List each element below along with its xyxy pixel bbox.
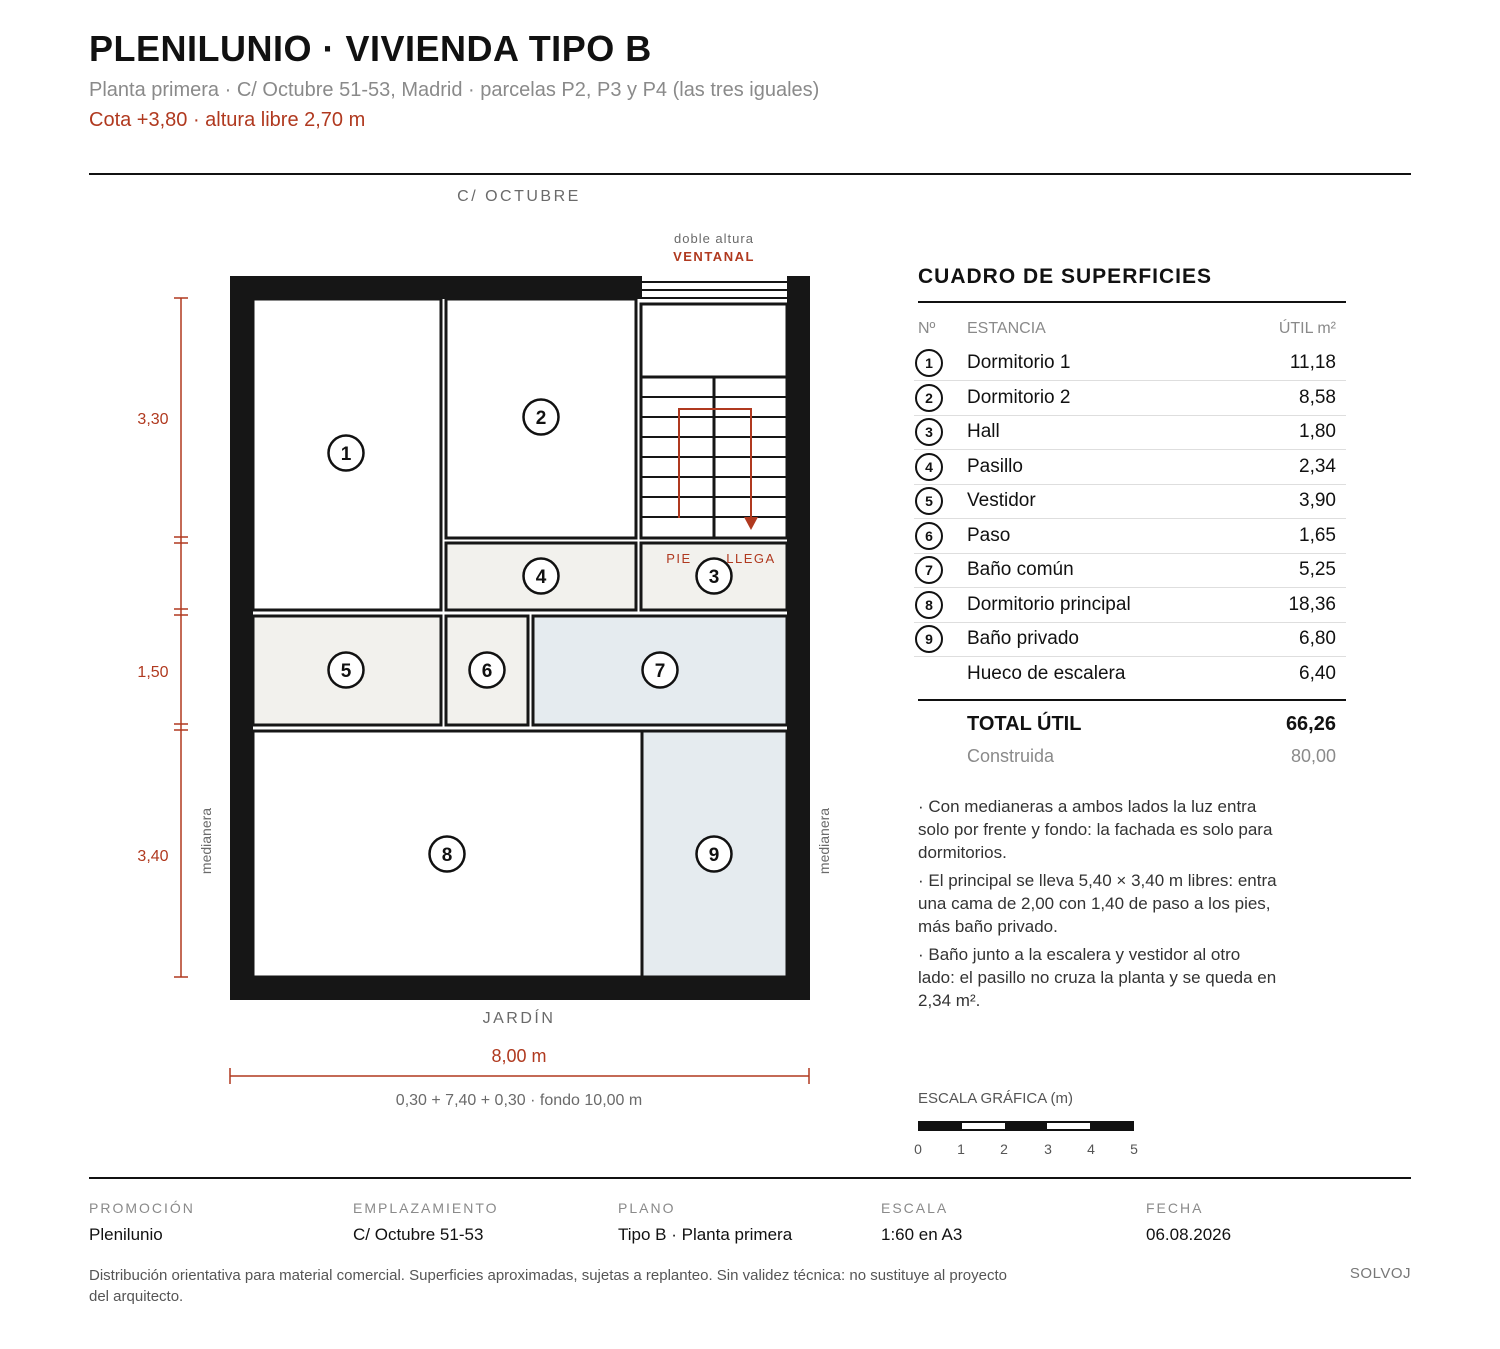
graphic-scale-bar <box>918 1121 1134 1131</box>
level-info: Cota +3,80 · altura libre 2,70 m <box>89 109 366 131</box>
row-number-badge: 5 <box>915 487 943 515</box>
window-ventanal <box>642 282 787 298</box>
table-row <box>914 450 1346 485</box>
row-area-value: 3,90 <box>1299 490 1336 511</box>
window-note: doble altura <box>674 231 754 246</box>
total-value: 66,26 <box>1285 713 1336 735</box>
room-marker-6 <box>470 653 505 688</box>
room-marker-1 <box>329 436 364 471</box>
room-marker-2 <box>524 400 559 435</box>
row-area-value: 11,18 <box>1289 352 1336 373</box>
room-number: 1 <box>340 444 352 465</box>
row-number-badge: 1 <box>915 349 943 377</box>
footer-emplazamiento-heading: EMPLAZAMIENTO <box>353 1200 499 1216</box>
room-marker-5 <box>329 653 364 688</box>
scale-tick: 1 <box>957 1141 965 1157</box>
table-row <box>914 519 1346 554</box>
built-label: Construida <box>967 746 1055 766</box>
row-number-badge: 7 <box>915 556 943 584</box>
footer-escala-value: 1:60 en A3 <box>881 1225 963 1244</box>
footer-plano-value: Tipo B · Planta primera <box>618 1225 793 1244</box>
table-total-rule <box>918 699 1346 701</box>
row-room-name: Dormitorio principal <box>967 594 1131 615</box>
row-room-name: Baño común <box>967 559 1074 580</box>
room-number: 9 <box>708 845 720 866</box>
row-room-name: Dormitorio 1 <box>967 352 1071 373</box>
brand-name: SOLVOJ <box>1349 1265 1411 1282</box>
row-number-badge: 3 <box>915 418 943 446</box>
dim-label-2: 1,50 <box>137 664 169 681</box>
vertical-dimension-line <box>174 298 188 977</box>
garden-label: JARDÍN <box>482 1010 556 1027</box>
areas-table-title: CUADRO DE SUPERFICIES <box>918 265 1213 288</box>
col-header-number: Nº <box>918 320 936 337</box>
row-area-value: 18,36 <box>1288 594 1336 615</box>
scale-label: ESCALA GRÁFICA (m) <box>918 1090 1074 1107</box>
room-number: 3 <box>708 567 720 588</box>
table-row <box>914 622 1346 657</box>
scale-tick: 5 <box>1130 1141 1138 1157</box>
dim-label-3: 3,40 <box>137 848 169 865</box>
total-label: TOTAL ÚTIL <box>967 713 1082 735</box>
row-room-name: Hall <box>967 421 1000 442</box>
row-area-value: 8,58 <box>1299 387 1336 408</box>
row-room-name: Paso <box>967 525 1011 546</box>
note-item: · El principal se lleva 5,40 × 3,40 m libres: entra una cama de 2,00 con 1,40 de paso a los pies, más baño privado. <box>918 871 1277 936</box>
room-marker-7 <box>643 653 678 688</box>
footer-promocion-heading: PROMOCIÓN <box>89 1200 195 1216</box>
room-number: 6 <box>481 661 493 682</box>
party-wall-right-label: medianera <box>816 807 832 875</box>
row-area-value: 1,80 <box>1299 421 1336 442</box>
room-marker-3 <box>697 559 732 594</box>
scale-tick: 2 <box>1000 1141 1008 1157</box>
table-row <box>914 381 1346 416</box>
col-header-area: ÚTIL m² <box>1278 320 1336 337</box>
note-item: · Con medianeras a ambos lados la luz entra solo por frente y fondo: la fachada es solo para dormitorios. <box>918 797 1273 862</box>
row-room-name: Pasillo <box>967 456 1023 477</box>
row-number-badge: 4 <box>915 453 943 481</box>
dim-label-1: 3,30 <box>137 411 169 428</box>
row-area-value: 6,40 <box>1299 663 1336 684</box>
col-header-room: ESTANCIA <box>967 320 1046 337</box>
stair-end-label: LLEGA <box>726 551 776 566</box>
scale-tick: 3 <box>1044 1141 1052 1157</box>
width-breakdown: 0,30 + 7,40 + 0,30 · fondo 10,00 m <box>395 1092 643 1109</box>
table-row <box>914 588 1346 623</box>
table-row <box>914 657 1346 691</box>
party-wall-left-label: medianera <box>198 807 214 875</box>
room-number: 7 <box>654 661 666 682</box>
room-number: 5 <box>340 661 352 682</box>
footer-plano-heading: PLANO <box>618 1200 676 1216</box>
row-number-badge: 9 <box>915 625 943 653</box>
page-subtitle: Planta primera · C/ Octubre 51-53, Madrid · parcelas P2, P3 y P4 (las tres iguales) <box>89 79 820 101</box>
footer-escala-heading: ESCALA <box>881 1200 949 1216</box>
footer-divider <box>89 1177 1411 1179</box>
room-marker-9 <box>697 837 732 872</box>
street-label: C/ OCTUBRE <box>457 188 581 205</box>
room-marker-8 <box>430 837 465 872</box>
row-number-badge: 2 <box>915 384 943 412</box>
table-top-rule <box>918 301 1346 303</box>
row-number-badge: 6 <box>915 522 943 550</box>
footer-fecha-value: 06.08.2026 <box>1146 1225 1232 1244</box>
room-number: 4 <box>535 567 547 588</box>
room-number: 2 <box>535 408 547 429</box>
page-title: PLENILUNIO · VIVIENDA TIPO B <box>89 28 652 69</box>
row-room-name: Vestidor <box>967 490 1036 511</box>
room-number: 8 <box>441 845 453 866</box>
built-value: 80,00 <box>1290 746 1336 766</box>
row-area-value: 2,34 <box>1299 456 1336 477</box>
stair-start-label: PIE <box>666 551 692 566</box>
row-area-value: 5,25 <box>1299 559 1336 580</box>
row-area-value: 6,80 <box>1299 628 1336 649</box>
table-row <box>914 553 1346 588</box>
row-number-badge: 8 <box>915 591 943 619</box>
horizontal-dimension-line <box>230 1068 809 1084</box>
row-room-name: Dormitorio 2 <box>967 387 1071 408</box>
window-label: VENTANAL <box>673 249 755 264</box>
row-room-name: Baño privado <box>967 628 1079 649</box>
scale-tick: 4 <box>1087 1141 1095 1157</box>
design-notes <box>918 795 1278 1017</box>
table-row <box>914 346 1346 381</box>
table-row <box>914 415 1346 450</box>
row-room-name: Hueco de escalera <box>967 663 1126 684</box>
footer-fecha-heading: FECHA <box>1146 1200 1204 1216</box>
width-dim-label: 8,00 m <box>491 1046 547 1066</box>
table-row <box>914 484 1346 519</box>
stair-arrow <box>679 409 758 530</box>
room-marker-4 <box>524 559 559 594</box>
footer-emplazamiento-value: C/ Octubre 51-53 <box>353 1225 484 1244</box>
footer-promocion-value: Plenilunio <box>89 1225 163 1244</box>
row-area-value: 1,65 <box>1299 525 1336 546</box>
stair-treads <box>642 377 787 538</box>
note-item: · Baño junto a la escalera y vestidor al otro lado: el pasillo no cruza la planta y se queda en 2,34 m². <box>918 945 1277 1010</box>
disclaimer: Distribución orientativa para material comercial. Superficies aproximadas, sujetas a replanteo. Sin validez técnica: no sustituye al proyecto del arquitecto. <box>89 1267 1007 1305</box>
scale-tick: 0 <box>914 1141 922 1157</box>
